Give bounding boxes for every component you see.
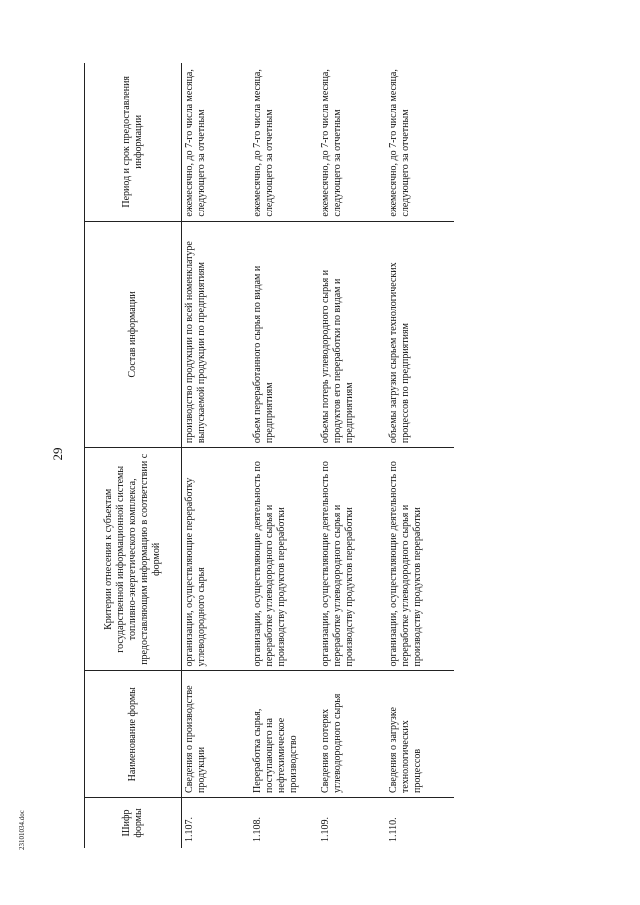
header-criteria: Критерии отнесения к субъектам государственной информационной системы топливно-энергетического комплекса, предоставляющим информацию в соответствии с формой — [85, 448, 182, 671]
table-header-row — [85, 63, 182, 848]
forms-table — [84, 63, 454, 848]
row-composition: объем переработанного сырья по видам и предприятиям — [250, 221, 318, 448]
forms-table-container — [84, 63, 464, 848]
row-period: ежемесячно, до 7-го числа месяца, следующего за отчетным — [318, 63, 386, 221]
row-name: Сведения о потерях углеводородного сырья — [318, 671, 386, 797]
row-code: 1.107. — [184, 817, 195, 842]
header-name: Наименование формы — [85, 671, 182, 797]
row-code: 1.108. — [252, 817, 263, 842]
row-code: 1.110. — [388, 817, 399, 842]
row-composition: производство продукции по всей номенклатуре выпускаемой продукции по предприятиям — [182, 221, 251, 448]
row-period: ежемесячно, до 7-го числа месяца, следующего за отчетным — [386, 63, 454, 221]
row-composition: объемы потерь углеводородного сырья и продуктов его переработки по видам и предприятиям — [318, 221, 386, 448]
document-reference-text: 23101034.doc — [18, 810, 26, 850]
document-reference — [18, 800, 26, 860]
header-code: Шифр формы — [85, 797, 182, 848]
row-criteria: организации, осуществляющие деятельность по переработке углеводородного сырья и производству продуктов переработки — [318, 448, 386, 671]
row-composition: объемы загрузки сырьем технологических процессов по предприятиям — [386, 221, 454, 448]
table-row — [250, 63, 318, 848]
page-number-wrap — [50, 444, 66, 464]
table-row — [318, 63, 386, 848]
row-period: ежемесячно, до 7-го числа месяца, следующего за отчетным — [250, 63, 318, 221]
row-name: Сведения о загрузке технологических процессов — [386, 671, 454, 797]
header-composition: Состав информации — [85, 221, 182, 448]
row-code: 1.109. — [320, 817, 331, 842]
row-criteria: организации, осуществляющие деятельность по переработке углеводородного сырья и производству продуктов переработки — [250, 448, 318, 671]
table-row — [182, 63, 251, 848]
page-number: 29 — [50, 447, 65, 461]
header-period: Период и срок предоставления информации — [85, 63, 182, 221]
table-row — [386, 63, 454, 848]
row-name: Сведения о производстве продукции — [182, 671, 251, 797]
row-criteria: организации, осуществляющие переработку углеводородного сырья — [182, 448, 251, 671]
row-name: Переработка сырья, поступающего на нефтехимическое производство — [250, 671, 318, 797]
row-period: ежемесячно, до 7-го числа месяца, следующего за отчетным — [182, 63, 251, 221]
row-criteria: организации, осуществляющие деятельность по переработке углеводородного сырья и производству продуктов переработки — [386, 448, 454, 671]
